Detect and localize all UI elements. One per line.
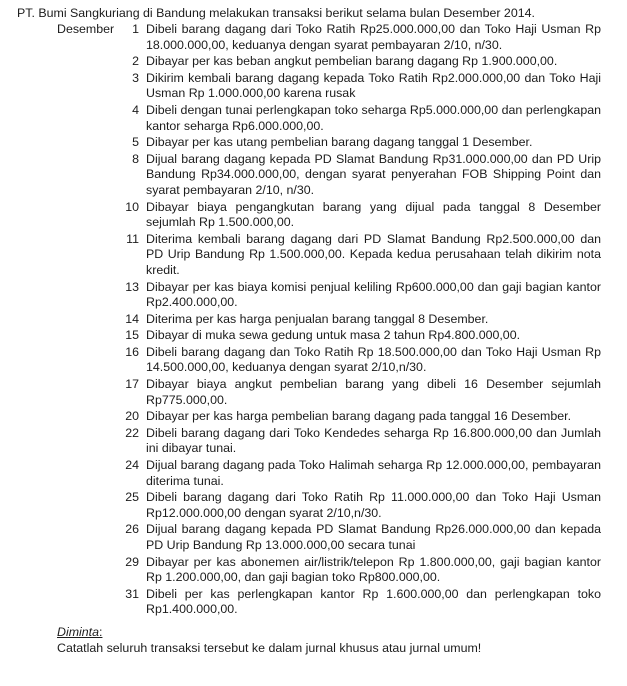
transaction-item <box>117 555 601 586</box>
transaction-item <box>117 200 601 231</box>
transaction-date: 2 <box>132 54 139 69</box>
transaction-date: 29 <box>125 554 139 569</box>
transaction-item <box>117 345 601 376</box>
problem-heading: PT. Bumi Sangkuriang di Bandung melakukan transaksi berikut selama bulan Desember 2014. <box>17 6 535 20</box>
transaction-date: 5 <box>132 135 139 150</box>
transaction-item <box>117 458 601 489</box>
transaction-item <box>117 54 601 70</box>
transaction-item <box>117 152 601 199</box>
transaction-item <box>117 587 601 618</box>
transaction-description: Dijual barang dagang kepada PD Slamat Bandung Rp26.000.000,00 dan kepada PD Urip Bandung Rp 13.000.000,00 secara tunai <box>146 522 601 552</box>
transaction-list <box>117 22 601 619</box>
transaction-description: Dibayar per kas biaya komisi penjual keliling Rp600.000,00 dan gaji bagian kantor Rp2.400.000,00. <box>146 279 601 310</box>
transaction-item <box>117 377 601 408</box>
transaction-description: Dibeli barang dagang dari Toko Ratih Rp25.000.000,00 dan Toko Haji Usman Rp 18.000.000,00, keduanya dengan syarat pembayaran 2/10, n/30. <box>146 22 601 52</box>
transaction-description: Dijual barang dagang kepada PD Slamat Bandung Rp31.000.000,00 dan PD Urip Bandung Rp34.000.000,00, dengan syarat penyerahan FOB Shipping Point dan syarat pembayaran 2/10, n/30. <box>146 151 601 197</box>
transaction-item <box>117 328 601 344</box>
transaction-date: 8 <box>132 151 139 166</box>
transaction-item <box>117 409 601 425</box>
transaction-description: Dibayar per kas beban angkut pembelian barang dagang Rp 1.900.000,00. <box>146 54 558 69</box>
transaction-item <box>117 280 601 311</box>
transaction-item <box>117 232 601 279</box>
transaction-description: Dibeli barang dagang dari Toko Ratih Rp 11.000.000,00 dan Toko Haji Usman Rp12.000.000,00 dengan syarat 2/10,n/30. <box>146 490 601 520</box>
transaction-description: Dibayar per kas harga pembelian barang dagang pada tanggal 16 Desember. <box>146 409 572 424</box>
transaction-item <box>117 490 601 521</box>
transaction-date: 17 <box>125 377 139 392</box>
transaction-description: Dibeli barang dagang dan Toko Ratih Rp 18.500.000,00 dan Toko Haji Usman Rp 14.500.000,00, keduanya dengan syarat 2/10,n/30. <box>146 344 601 375</box>
transaction-description: Dibeli dengan tunai perlengkapan toko seharga Rp5.000.000,00 dan perlengkapan kantor seharga Rp6.000.000,00. <box>146 102 601 133</box>
transaction-item <box>117 522 601 553</box>
transaction-date: 11 <box>126 231 139 246</box>
transaction-date: 15 <box>125 328 139 343</box>
transaction-description: Dibayar biaya angkut pembelian barang yang dibeli 16 Desember sejumlah Rp775.000,00. <box>146 377 601 407</box>
transaction-description: Dibayar biaya pengangkutan barang yang dijual pada tanggal 8 Desember sejumlah Rp 1.500.000,00. <box>146 199 601 230</box>
transaction-description: Diterima per kas harga penjualan barang tanggal 8 Desember. <box>146 311 489 326</box>
transaction-item <box>117 312 601 328</box>
transaction-description: Dibeli barang dagang dari Toko Kendedes seharga Rp 16.800.000,00 dan Jumlah ini dibayar tunai. <box>146 425 601 456</box>
diminta-heading <box>57 625 102 641</box>
transaction-description: Dibeli per kas perlengkapan kantor Rp 1.600.000,00 dan perlengkapan toko Rp1.400.000,00. <box>146 586 601 617</box>
transaction-date: 16 <box>125 344 139 359</box>
transaction-item <box>117 22 601 53</box>
transaction-description: Diterima kembali barang dagang dari PD Slamat Bandung Rp2.500.000,00 dan PD Urip Bandung Rp 1.500.000,00. Kepada kedua perusahaan telah dikirim nota kredit. <box>146 231 601 277</box>
transaction-date: 13 <box>125 279 139 294</box>
transaction-item <box>117 103 601 134</box>
transaction-item <box>117 426 601 457</box>
transaction-date: 1 <box>132 22 139 36</box>
transaction-description: Dibayar di muka sewa gedung untuk masa 2 tahun Rp4.800.000,00. <box>146 328 521 343</box>
transaction-date: 20 <box>125 409 139 424</box>
transaction-description: Dijual barang dagang pada Toko Halimah seharga Rp 12.000.000,00, pembayaran diterima tunai. <box>146 458 601 488</box>
transaction-date: 31 <box>125 586 139 601</box>
transaction-description: Dibayar per kas utang pembelian barang dagang tanggal 1 Desember. <box>146 135 533 150</box>
transaction-date: 14 <box>125 311 139 326</box>
diminta-label: Diminta <box>57 625 99 639</box>
transaction-date: 10 <box>125 199 139 214</box>
transaction-date: 26 <box>125 522 139 537</box>
transaction-date: 24 <box>125 458 139 473</box>
task-instruction: Catatlah seluruh transaksi tersebut ke dalam jurnal khusus atau jurnal umum! <box>57 641 482 655</box>
transaction-date: 22 <box>125 425 139 440</box>
transaction-date: 3 <box>132 70 139 85</box>
transaction-item <box>117 135 601 151</box>
transaction-date: 4 <box>132 102 139 117</box>
transaction-description: Dibayar per kas abonemen air/listrik/telepon Rp 1.800.000,00, gaji bagian kantor Rp 1.200.000,00, dan gaji bagian toko Rp800.000,00. <box>146 554 601 585</box>
diminta-colon: : <box>99 625 103 639</box>
transaction-description: Dikirim kembali barang dagang kepada Toko Ratih Rp2.000.000,00 dan Toko Haji Usman Rp 1.000.000,00 karena rusak <box>146 70 601 101</box>
transaction-item <box>117 71 601 102</box>
period-label: Desember <box>57 22 115 36</box>
transaction-date: 25 <box>125 490 139 505</box>
